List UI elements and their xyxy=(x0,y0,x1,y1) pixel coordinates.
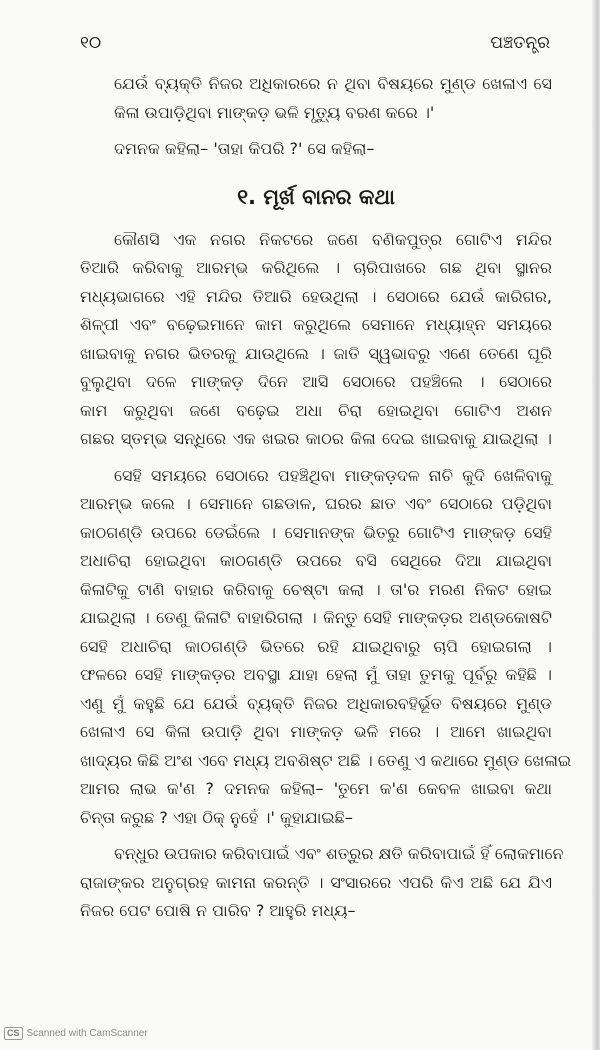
text-line: ବୁଲୁଥିବା ଦଳେ ମାଙ୍କଡ଼ ଦିନେ ଆସି ସେଠାରେ ପହଞ୍ଚିଲେ । ସେଠାରେ xyxy=(80,372,552,391)
text-line: ଶିଳ୍ପୀ ଏବଂ ବଢ଼େଇମାନେ କାମ କରୁଥିଲେ ସେମାନେ ମଧ୍ୟାହ୍ନ ସମୟରେ xyxy=(80,315,552,334)
scanner-watermark xyxy=(4,1027,148,1040)
text-line: ତିଆରି କରିବାକୁ ଆରମ୍ଭ କରିଥିଲେ । ଚାରିପାଖରେ ଗଛ ଥିବା ସ୍ଥାନର xyxy=(80,258,552,277)
text-line: କିଳାଟିକୁ ଟାଣି ବାହାର କରିବାକୁ ଚେଷ୍ଟା କଲା । ତା'ର ମରଣ ନିକଟ ହୋଇ xyxy=(80,579,552,599)
text-line: ସେହି ଅଧାଚିରା କାଠଗଣ୍ଡି ଭିତରେ ରହି ଯାଇଥିବାରୁ ଚାପି ହୋଇଗଲା । xyxy=(80,636,552,656)
text-line: ଗଛର ସ୍ତମ୍ଭ ସନ୍ଧିରେ ଏକ ଖଇର କାଠର କିଳା ଦେଇ ଖାଇବାକୁ ଯାଇଥିଲା । xyxy=(80,429,552,448)
text-line: ଯାଇଥିଲା । ତେଣୁ କିଳାଟି ବାହାରିଗଲା । କିନ୍ତୁ ସେହି ମାଙ୍କଡ଼ର ଅଣ୍ଡକୋଷଟି xyxy=(80,608,552,627)
text-line: ଦମନକ କହିଲା– 'ତାହା କିପରି ?' ସେ କହିଲା– xyxy=(114,139,375,158)
text-line: କିଳା ଉପାଡ଼ିଥିବା ମାଙ୍କଡ଼ ଭଳି ମୃତ୍ୟୁ ବରଣ କରେ ।' xyxy=(114,102,435,122)
text-line: ରାଜାଙ୍କର ଅନୁଗ୍ରହ କାମନା କରନ୍ତି । ସଂସାରରେ ଏପରି କିଏ ଅଛି ଯେ ଯିଏ xyxy=(80,872,552,892)
text-line: ମଧ୍ୟଭାଗରେ ଏହି ମନ୍ଦିର ତିଆରି ହେଉଥିଲା । ସେଠାରେ ଯେଉଁ କାରିଗର, xyxy=(80,286,552,306)
text-line: ଆରମ୍ଭ କଲେ । ସେମାନେ ଗଛଡାଳ, ଘରର ଛାତ ଏବଂ ସେଠାରେ ପଡ଼ିଥିବା xyxy=(80,494,552,513)
text-line: ଏଣୁ ମୁଁ କହୁଛି ଯେ ଯେଉଁ ବ୍ୟକ୍ତି ନିଜର ଅଧିକାରବହିର୍ଭୂତ ବିଷୟରେ ମୁଣ୍ଡ xyxy=(80,693,552,713)
story-paragraph-2 xyxy=(80,462,572,833)
text-line: ସେହି ସମୟରେ ସେଠାରେ ପହଞ୍ଚିଥିବା ମାଙ୍କଡ଼ଦଳ ନାଚି କୁଦି ଖେଳିବାକୁ xyxy=(114,465,552,485)
watermark-text: Scanned with CamScanner xyxy=(26,1028,148,1039)
page-body xyxy=(80,70,572,926)
text-line: ଯେଉଁ ବ୍ୟକ୍ତି ନିଜର ଅଧିକାରରେ ନ ଥିବା ବିଷୟରେ ମୁଣ୍ଡ ଖେଳାଏ ସେ xyxy=(114,74,552,93)
text-line: ନିଜର ପେଟ ପୋଷି ନ ପାରିବ ? ଆହୁରି ମଧ୍ୟ– xyxy=(80,901,356,920)
text-line: କୌଣସି ଏକ ନଗର ନିକଟରେ ଜଣେ ବଣିକପୁତ୍ର ଗୋଟିଏ ମନ୍ଦିର xyxy=(114,229,552,249)
text-line: ଆମର ଲାଭ କ'ଣ ? ଦମନକ କହିଲା– 'ତୁମେ କ'ଣ କେବଳ ଖାଇବା କଥା xyxy=(80,779,552,798)
dialogue-line xyxy=(80,135,552,164)
page-header xyxy=(80,28,550,58)
text-line: ଅଧାଚିରା ହୋଇଥିବା କାଠଗଣ୍ଡି ଉପରେ ବସି ସେଥିରେ ଦିଆ ଯାଇଥିବା xyxy=(80,551,552,570)
intro-paragraph xyxy=(80,70,552,127)
text-line: ବନ୍ଧୁର ଉପକାର କରିବାପାଇଁ ଏବଂ ଶତ୍ରୁର କ୍ଷତି କରିବାପାଇଁ ହିଁ ଲୋକମାନେ xyxy=(114,844,564,863)
camscanner-logo-icon: CS xyxy=(4,1027,23,1040)
page-edge-shadow xyxy=(592,0,600,1050)
story-heading: ୧. ମୂର୍ଖ ବାନର କଥା xyxy=(237,184,395,209)
text-line: ଖାଇବାକୁ ନଗର ଭିତରକୁ ଯାଉଥିଲେ । ଜାତି ସ୍ୱଭାବରୁ ଏଣେ ତେଣେ ଘୂରି xyxy=(80,343,552,363)
text-line: କାଠଗଣ୍ଡି ଉପରେ ଡେଇଁଲେ । ସେମାନଙ୍କ ଭିତରୁ ଗୋଟିଏ ମାଙ୍କଡ଼ ସେହି xyxy=(80,522,552,542)
story-paragraph-1 xyxy=(80,226,552,454)
text-line: ଖେଳାଏ ସେ କିଳା ଉପାଡ଼ି ଥିବା ମାଙ୍କଡ଼ ଭଳି ମରେ । ଆମେ ଖାଇଥିବା xyxy=(80,722,552,741)
running-title: ପଞ୍ଚତନ୍ତ୍ର xyxy=(490,33,550,53)
text-line: କାମ କରୁଥିବା ଜଣେ ବଢ଼େଇ ଅଧା ଚିରା ହୋଇଥିବା ଗୋଟିଏ ଅଶନ xyxy=(80,400,552,420)
story-paragraph-3 xyxy=(80,840,564,926)
page-number: ୧୦ xyxy=(80,33,102,53)
text-line: ଖାଦ୍ୟର କିଛି ଅଂଶ ଏବେ ମଧ୍ୟ ଅବଶିଷ୍ଟ ଅଛି । ତେଣୁ ଏ କଥାରେ ମୁଣ୍ଡ ଖେଳାଇ xyxy=(80,750,572,770)
text-line: ଚିନ୍ତା କରୁଛ ? ଏହା ଠିକ୍ ନୁହେଁ ।' କୁହାଯାଇଛି– xyxy=(80,807,353,827)
text-line: ଫଳରେ ସେହି ମାଙ୍କଡ଼ର ଅବସ୍ଥା ଯାହା ହେଲା ମୁଁ ତାହା ତୁମକୁ ପୂର୍ବରୁ କହିଛି । xyxy=(80,665,552,684)
